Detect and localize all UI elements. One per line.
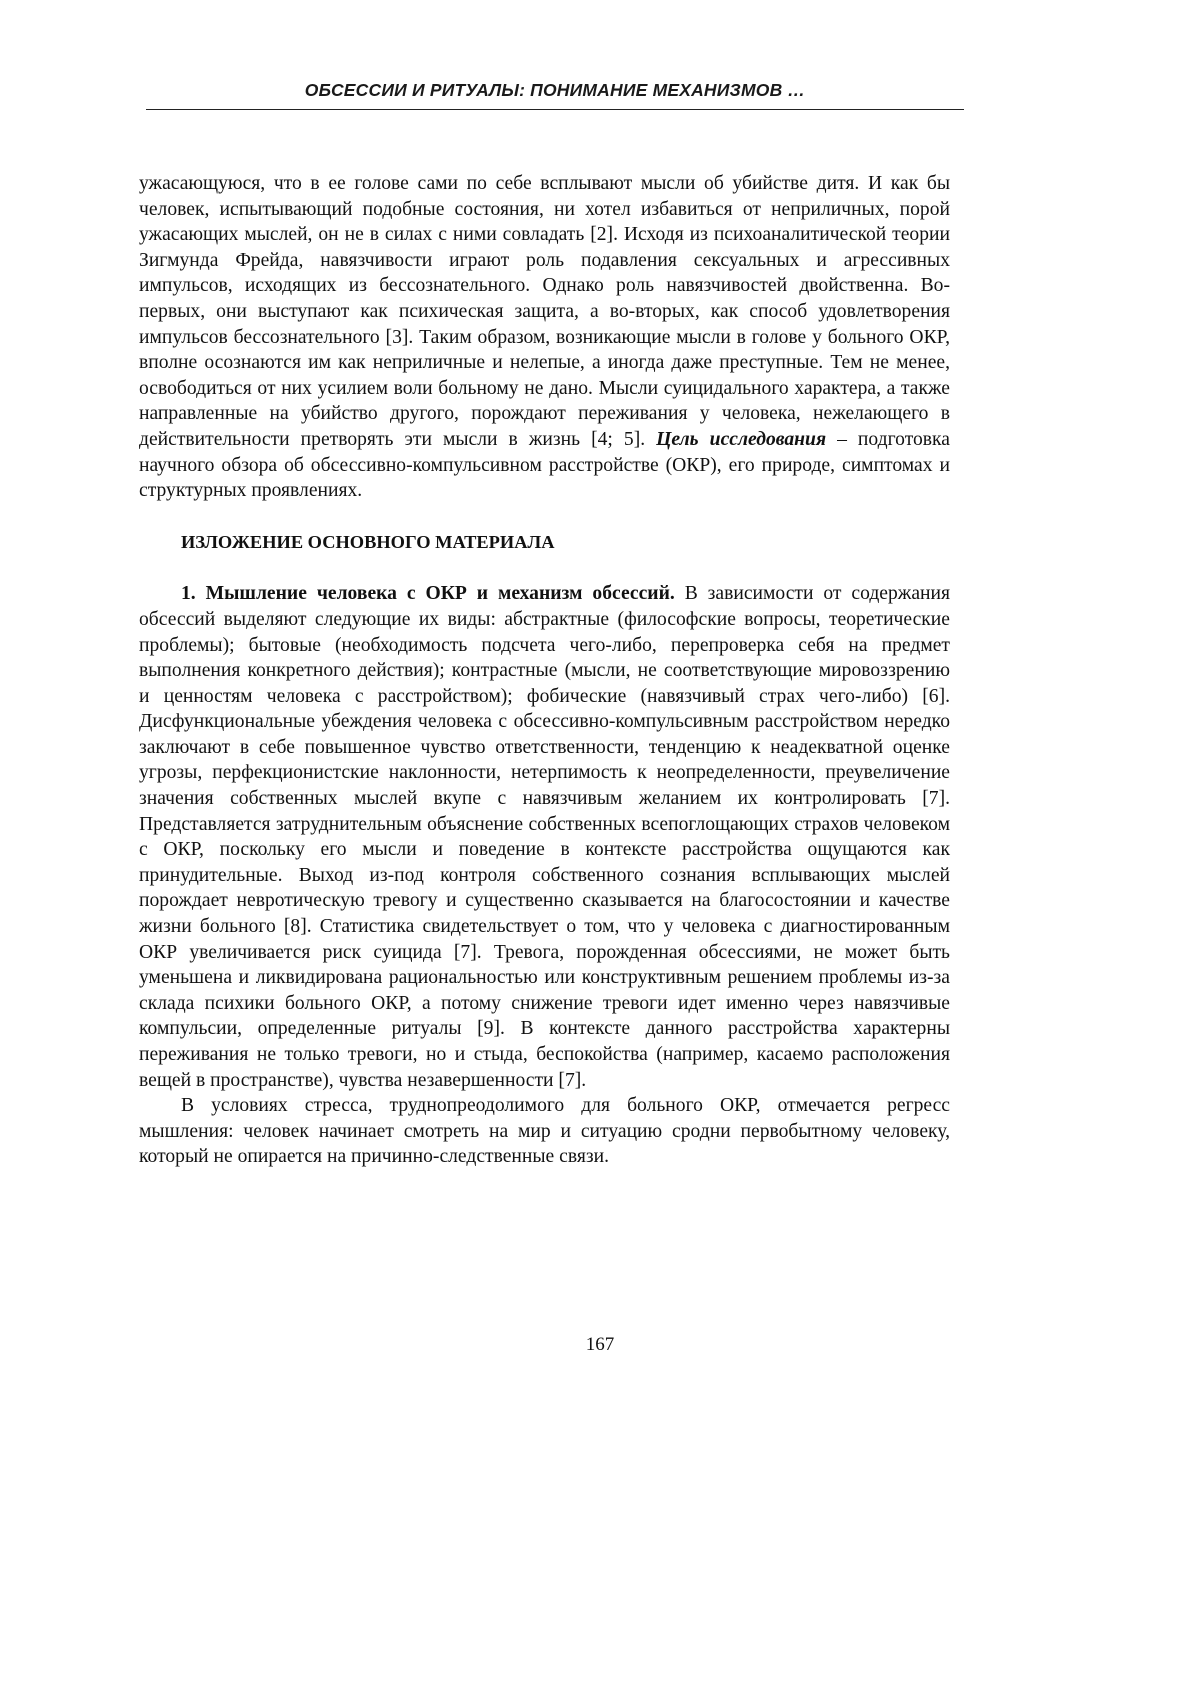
page-number: 167 <box>585 1334 615 1355</box>
running-header: ОБСЕССИИ И РИТУАЛЫ: ПОНИМАНИЕ МЕХАНИЗМОВ … <box>304 80 806 100</box>
paragraph-intro <box>139 171 950 504</box>
paragraph-thinking-text: В зависимости от содержания обсессий выделяют следующие их виды: абстрактные (философские вопросы, теоретические проблемы); бытовые (необходимость подсчета чего-либо, перепроверка себя на предмет выполнения конкретного действия); контрастные (мысли, не соответствующие мировоззрению и ценностям человека с расстройством); фобические (навязчивый страх чего-либо) [6]. Дисфункциональные убеждения человека с обсессивно-компульсивным расстройством нередко заключают в себе повышенное чувство ответственности, тенденцию к неадекватной оценке угрозы, перфекционистские наклонности, нетерпимость к неопределенности, преувеличение значения собственных мыслей вкупе с навязчивым желанием их контролировать [7]. Представляется затруднительным объяснение собственных всепоглощающих страхов человеком с ОКР, поскольку его мысли и поведение в контексте расстройства ощущаются как принудительные. Выход из-под контроля собственного сознания всплывающих мыслей порождает невротическую тревогу и существенно сказывается на благосостоянии и качестве жизни больного [8]. Статистика свидетельствует о том, что у человека с диагностированным ОКР увеличивается риск суицида [7]. Тревога, порожденная обсессиями, не может быть уменьшена и ликвидирована рациональностью или конструктивным решением проблемы из-за склада психики больного ОКР, а потому снижение тревоги идет именно через навязчивые компульсии, определенные ритуалы [9]. В контексте данного расстройства характерны переживания не только тревоги, но и стыда, беспокойства (например, касаемо расположения вещей в пространстве), чувства незавершенности [7]. <box>139 583 950 1091</box>
paragraph-thinking <box>139 581 950 1093</box>
body-text <box>139 171 950 1170</box>
paragraph-intro-tail: – подготовка научного обзора об обсессивно-компульсивном расстройстве (ОКР), его природе, симптомах и структурных проявлениях. <box>139 428 950 502</box>
section-heading: ИЗЛОЖЕНИЕ ОСНОВНОГО МАТЕРИАЛА <box>181 531 555 552</box>
subsection-lead: 1. Мышление человека с ОКР и механизм обсессий. <box>181 583 675 605</box>
paragraph-stress <box>139 1093 950 1170</box>
paragraph-intro-text: ужасающуюся, что в ее голове сами по себе всплывают мысли об убийстве дитя. И как бы человек, испытывающий подобные состояния, ни хотел избавиться от неприличных, порой ужасающих мыслей, он не в силах с ними совладать [2]. Исходя из психоаналитической теории Зигмунда Фрейда, навязчивости играют роль подавления сексуальных и агрессивных импульсов, исходящих из бессознательного. Однако роль навязчивостей двойственна. Во-первых, они выступают как психическая защита, а во-вторых, как способ удовлетворения импульсов бессознательного [3]. Таким образом, возникающие мысли в голове у больного ОКР, вполне осознаются им как неприличные и нелепые, а иногда даже преступные. Тем не менее, освободиться от них усилием воли больному не дано. Мысли суицидального характера, а также направленные на убийство другого, порождают переживания у человека, нежелающего в действительности претворять эти мысли в жизнь [4; 5]. <box>139 173 950 450</box>
paragraph-stress-text: В условиях стресса, труднопреодолимого для больного ОКР, отмечается регресс мышления: человек начинает смотреть на мир и ситуацию сродни первобытному человеку, который не опирается на причинно-следственные связи. <box>139 1095 950 1168</box>
research-aim-emphasis: Цель исследования <box>656 428 827 450</box>
header-rule <box>146 109 964 110</box>
